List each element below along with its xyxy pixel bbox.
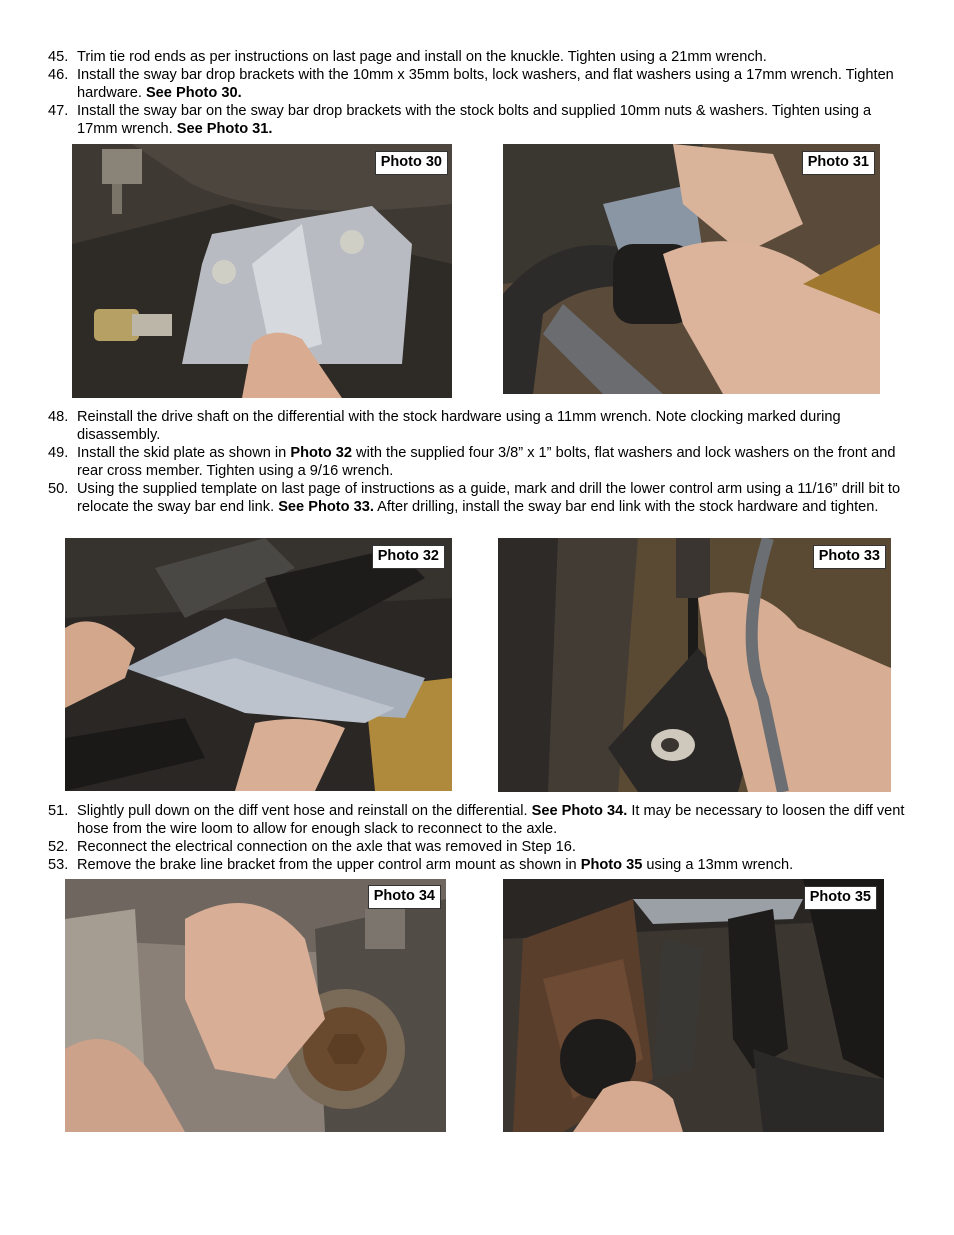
step-text-segment: It may be necessary to loosen the diff vent hose from the wire loom to allow for enough slack to reconnect to the axle. [77,803,905,837]
photo-30-label: Photo 30 [375,151,448,175]
step-46 [48,66,908,102]
photo-35-label: Photo 35 [804,886,877,910]
photo-32-label: Photo 32 [372,545,445,569]
photo-34 [65,879,446,1132]
step-47 [48,102,908,138]
step-text-bold: See Photo 33. [278,499,374,515]
step-number: 48. [48,409,69,425]
step-53 [48,856,908,874]
photo-31-label: Photo 31 [802,151,875,175]
step-text-segment: Slightly pull down on the diff vent hose and reinstall on the differential. [77,803,532,819]
steps-block-1 [48,48,908,138]
step-number: 47. [48,103,69,119]
photo-32 [65,538,452,791]
photo-35 [503,879,884,1132]
step-text-segment: with the supplied four 3/8” x 1” bolts, flat washers and lock washers on the front and rear cross member. Tighten using a 9/16 wrench. [77,445,896,479]
step-number: 45. [48,49,69,65]
step-text [77,102,908,138]
step-51 [48,802,908,838]
photo-33 [498,538,891,792]
step-text [77,408,908,444]
photo-35-image [503,879,884,1132]
step-text-bold: Photo 32 [290,445,352,461]
step-number: 46. [48,67,69,83]
step-49 [48,444,908,480]
photo-33-label: Photo 33 [813,545,886,569]
photo-34-label: Photo 34 [368,885,441,909]
step-48 [48,408,908,444]
step-text [77,480,908,516]
step-50 [48,480,908,516]
step-text [77,802,908,838]
step-text-segment: Install the skid plate as shown in [77,445,291,461]
step-number: 53. [48,857,69,873]
step-text-segment: Reconnect the electrical connection on the axle that was removed in Step 16. [77,839,576,855]
step-text-segment: Trim tie rod ends as per instructions on last page and install on the knuckle. Tighten using a 21mm wrench. [77,49,767,65]
step-text-segment: Install the sway bar drop brackets with the 10mm x 35mm bolts, lock washers, and flat washers using a 17mm wrench. Tighten hardware. [77,67,894,101]
step-text-segment: Using the supplied template on last page of instructions as a guide, mark and drill the lower control arm using a 11/16” drill bit to relocate the sway bar end link. [77,481,901,515]
step-45 [48,48,908,66]
step-text-bold: See Photo 30. [145,85,242,101]
photo-30-image [72,144,452,398]
step-number: 49. [48,445,69,461]
photo-31-image [503,144,880,394]
step-text [77,856,908,874]
step-text-bold: See Photo 34. [531,803,628,819]
step-text-segment: After drilling, install the sway bar end link with the stock hardware and tighten. [373,499,879,515]
step-text [77,838,908,856]
step-text-segment: Install the sway bar on the sway bar drop brackets with the stock bolts and supplied 10mm nuts & washers. Tighten using a 17mm wrench. [77,103,872,137]
photo-33-image [498,538,891,792]
step-text-bold: See Photo 31. [176,121,273,137]
step-text-segment: Remove the brake line bracket from the upper control arm mount as shown in [77,857,581,873]
steps-block-3 [48,802,908,874]
step-text-segment: Reinstall the drive shaft on the differential with the stock hardware using a 11mm wrench. Note clocking marked during disassembly. [77,409,841,443]
step-text-bold: Photo 35 [580,857,643,873]
step-number: 50. [48,481,69,497]
photo-30 [72,144,452,398]
steps-block-2 [48,408,908,516]
photo-32-image [65,538,452,791]
step-text-segment: using a 13mm wrench. [642,857,794,873]
photo-34-image [65,879,446,1132]
step-number: 52. [48,839,69,855]
photo-31 [503,144,880,394]
step-text [77,66,908,102]
step-52 [48,838,908,856]
step-number: 51. [48,803,69,819]
step-text [77,48,908,66]
step-text [77,444,908,480]
